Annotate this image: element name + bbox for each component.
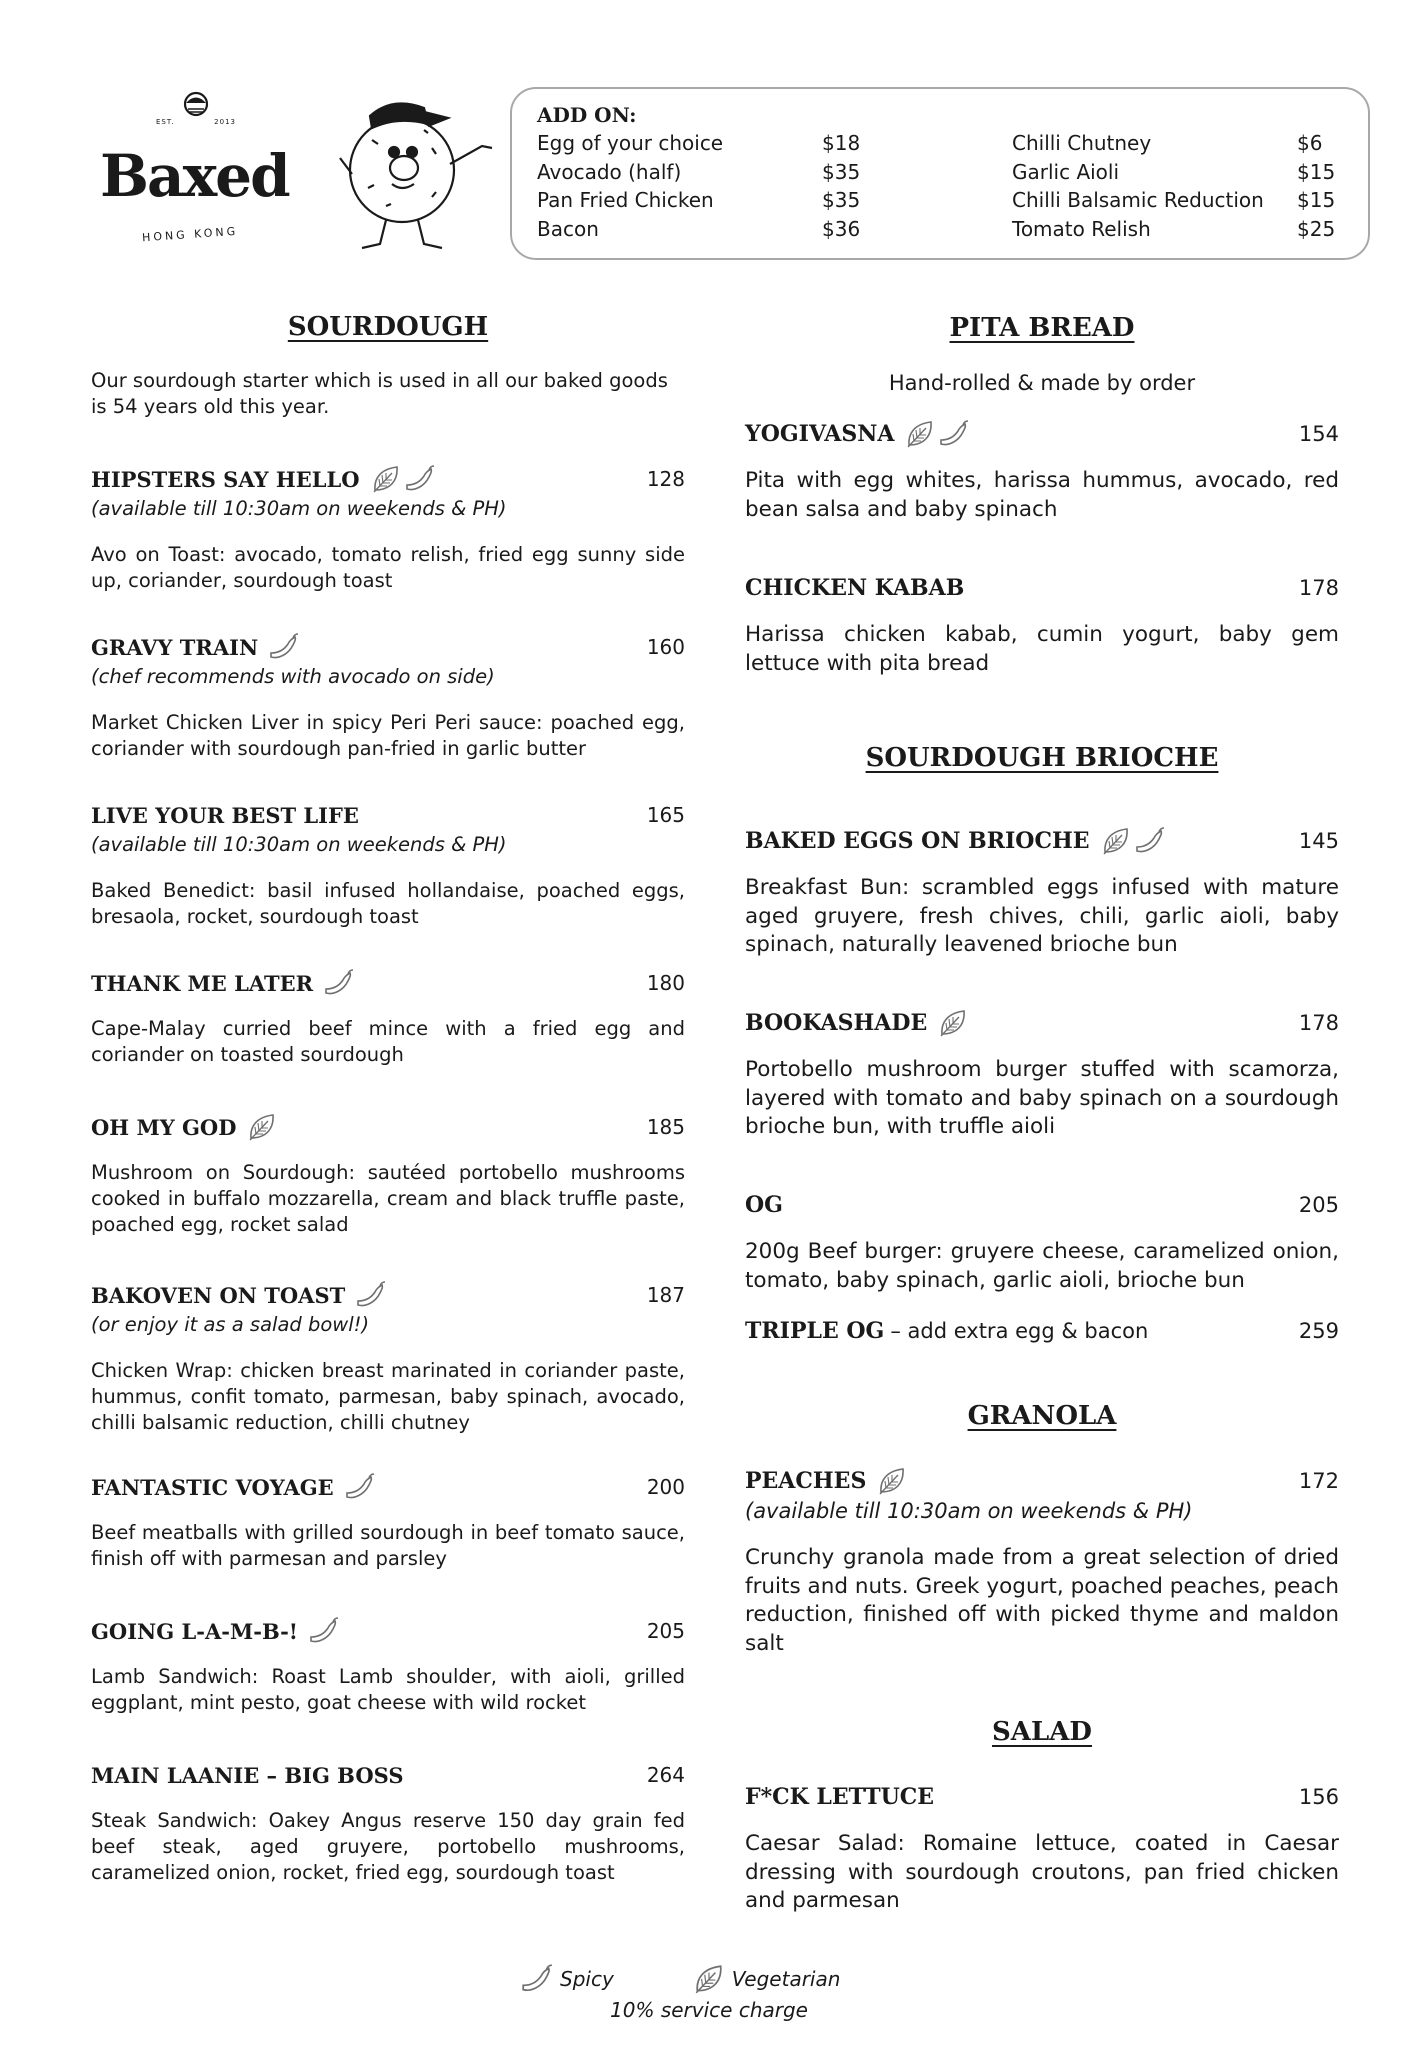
legend-spicy-label: Spicy xyxy=(560,1967,614,1991)
menu-item-header xyxy=(91,1758,685,1792)
menu-item-description: Breakfast Bun: scrambled eggs infused with mature aged gruyere, fresh chives, chili, garlic aioli, baby spinach, naturally leavened brioche bun xyxy=(745,875,1339,957)
add-on-item-price: $18 xyxy=(822,131,861,155)
menu-item-price: 165 xyxy=(646,803,685,827)
add-on-item-name: Tomato Relish xyxy=(1012,216,1151,241)
menu-item-icons xyxy=(344,1471,376,1503)
menu-item-note: (chef recommends with avocado on side) xyxy=(91,665,495,688)
menu-item-price: 200 xyxy=(646,1475,685,1499)
menu-item-description: Beef meatballs with grilled sourdough in beef tomato sauce, finish off with parmesan and parsley xyxy=(91,1521,685,1570)
chilli-icon xyxy=(308,1615,340,1647)
brand-name: Baxed xyxy=(100,142,289,210)
menu-item-icons xyxy=(876,1465,908,1497)
menu-item xyxy=(745,417,1339,524)
add-on-item-price: $35 xyxy=(822,159,861,184)
menu-item-icons xyxy=(355,1279,387,1311)
seal-icon xyxy=(166,88,226,134)
pita-intro: Hand-rolled & made by order xyxy=(888,371,1196,395)
sourdough-intro: Our sourdough starter which is used in all our baked goods is 54 years old this year. xyxy=(91,369,668,418)
menu-item-name: BOOKASHADE xyxy=(745,1010,928,1036)
legend-vegetarian-label: Vegetarian xyxy=(731,1967,841,1991)
est-label: EST. 2013 xyxy=(156,118,236,126)
menu-item xyxy=(745,1188,1339,1295)
menu-item-price: 185 xyxy=(646,1115,685,1139)
add-on-item-name: Egg of your choice xyxy=(537,131,724,155)
menu-item xyxy=(91,966,685,1068)
menu-item-header xyxy=(91,1470,685,1504)
menu-item xyxy=(91,798,685,930)
menu-item-note: (or enjoy it as a salad bowl!) xyxy=(91,1313,370,1336)
menu-item-description: Mushroom on Sourdough: sautéed portobello mushrooms cooked in buffalo mozzarella, cream and black truffle paste, poached egg, rocket salad xyxy=(91,1161,685,1236)
menu-item-price: 128 xyxy=(646,467,685,491)
menu-item-header xyxy=(91,1110,685,1144)
menu-item xyxy=(91,630,685,762)
menu-item-name: CHICKEN KABAB xyxy=(745,575,965,601)
menu-item-header xyxy=(745,1780,1339,1814)
menu-item-price: 178 xyxy=(1298,576,1339,600)
menu-item-header xyxy=(91,966,685,1000)
leaf-icon xyxy=(904,418,936,450)
chilli-icon xyxy=(520,1962,554,1996)
leaf-icon xyxy=(876,1465,908,1497)
menu-item-name: FANTASTIC VOYAGE xyxy=(91,1474,334,1500)
add-on-list xyxy=(537,129,1344,243)
menu-item-description: Lamb Sandwich: Roast Lamb shoulder, with aioli, grilled eggplant, mint pesto, goat cheese with wild rocket xyxy=(91,1665,685,1714)
menu-item-price: 145 xyxy=(1298,829,1339,853)
menu-item-name: BAKED EGGS ON BRIOCHE xyxy=(745,828,1090,854)
menu-item-description: Market Chicken Liver in spicy Peri Peri sauce: poached egg, coriander with sourdough pan-fried in garlic butter xyxy=(91,711,685,760)
add-on-box xyxy=(510,87,1370,260)
menu-item-name: OH MY GOD xyxy=(91,1114,237,1140)
menu-item-description: Baked Benedict: basil infused hollandaise, poached eggs, bresaola, rocket, sourdough toast xyxy=(91,879,685,928)
add-on-item-price: $25 xyxy=(1297,216,1336,241)
menu-item-price: 154 xyxy=(1298,422,1339,446)
section-title-brioche: SOURDOUGH BRIOCHE xyxy=(865,743,1219,773)
menu-item xyxy=(745,571,1339,678)
add-on-item-name: Garlic Aioli xyxy=(1012,159,1120,184)
menu-item-name: LIVE YOUR BEST LIFE xyxy=(91,802,359,828)
brand-city: HONG KONG xyxy=(141,224,239,245)
menu-item-price: 156 xyxy=(1298,1785,1339,1809)
menu-item-description: Caesar Salad: Romaine lettuce, coated in Caesar dressing with sourdough croutons, pan fried chicken and parmesan xyxy=(745,1831,1339,1913)
menu-item-suffix: – add extra egg & bacon xyxy=(890,1319,1149,1343)
menu-item-name: BAKOVEN ON TOAST xyxy=(91,1282,346,1308)
menu-item-description: Avo on Toast: avocado, tomato relish, fried egg sunny side up, coriander, sourdough toast xyxy=(91,543,685,592)
leaf-icon xyxy=(937,1007,969,1039)
icon-legend xyxy=(520,1962,840,1996)
menu-item-header xyxy=(745,1314,1339,1348)
menu-item-icons xyxy=(904,418,970,450)
menu-item xyxy=(745,1464,1339,1658)
add-on-item-name: Bacon xyxy=(537,216,599,241)
menu-item-note: (available till 10:30am on weekends & PH) xyxy=(91,497,507,520)
add-on-title: ADD ON: xyxy=(537,103,637,127)
menu-item-header xyxy=(745,1464,1339,1498)
chilli-icon xyxy=(323,967,355,999)
menu-item-header xyxy=(91,630,685,664)
menu-item-header xyxy=(745,824,1339,858)
section-title-pita: PITA BREAD xyxy=(949,313,1135,343)
menu-item xyxy=(745,1006,1339,1142)
menu-item-icons xyxy=(268,631,300,663)
chilli-icon xyxy=(344,1471,376,1503)
add-on-item-price: $35 xyxy=(822,188,861,212)
menu-item xyxy=(91,1110,685,1238)
add-on-item-price: $36 xyxy=(822,216,861,241)
add-on-item-price: $15 xyxy=(1297,188,1336,212)
menu-item-icons xyxy=(246,1111,278,1143)
legend-spicy xyxy=(520,1962,614,1996)
menu-item-price: 264 xyxy=(646,1763,685,1787)
menu-item-price: 178 xyxy=(1298,1011,1339,1035)
menu-item-header xyxy=(745,1188,1339,1222)
chilli-icon xyxy=(404,463,436,495)
baxed-logo xyxy=(96,88,296,258)
menu-item-description: Steak Sandwich: Oakey Angus reserve 150 day grain fed beef steak, aged gruyere, portobello mushrooms, caramelized onion, rocket, fried egg, sourdough toast xyxy=(91,1809,685,1884)
menu-item-icons xyxy=(370,463,436,495)
menu-item-icons xyxy=(937,1007,969,1039)
leaf-icon xyxy=(692,1962,726,1996)
leaf-icon xyxy=(246,1111,278,1143)
add-on-item-name: Chilli Balsamic Reduction xyxy=(1012,188,1264,212)
menu-item-header xyxy=(745,1006,1339,1040)
add-on-item-price: $6 xyxy=(1297,131,1323,155)
menu-item-description: Harissa chicken kabab, cumin yogurt, baby gem lettuce with pita bread xyxy=(745,622,1339,676)
menu-item-header xyxy=(745,417,1339,451)
menu-item-price: 172 xyxy=(1298,1469,1339,1493)
leaf-icon xyxy=(1100,825,1132,857)
menu-item xyxy=(745,1780,1339,1916)
menu-item-name: F*CK LETTUCE xyxy=(745,1784,935,1810)
menu-item-description: 200g Beef burger: gruyere cheese, caramelized onion, tomato, baby spinach, garlic aioli, brioche bun xyxy=(745,1239,1339,1293)
menu-item-description: Portobello mushroom burger stuffed with scamorza, layered with tomato and baby spinach on a sourdough brioche bun, with truffle aioli xyxy=(745,1057,1339,1139)
menu-item-name: OG xyxy=(745,1192,783,1218)
menu-item-name: MAIN LAANIE – BIG BOSS xyxy=(91,1762,404,1788)
menu-item xyxy=(91,1278,685,1436)
menu-item-note: (available till 10:30am on weekends & PH) xyxy=(91,833,507,856)
add-on-item-name: Pan Fried Chicken xyxy=(537,188,714,212)
menu-item xyxy=(745,824,1339,960)
menu-item-header xyxy=(91,1614,685,1648)
menu-item xyxy=(91,1614,685,1716)
chilli-icon xyxy=(938,418,970,450)
menu-item-name: PEACHES xyxy=(745,1468,867,1494)
menu-item-note: (available till 10:30am on weekends & PH) xyxy=(745,1499,1193,1523)
menu-item-icons xyxy=(1100,825,1166,857)
menu-item-price: 160 xyxy=(646,635,685,659)
menu-item-price: 187 xyxy=(646,1283,685,1307)
menu-item xyxy=(91,1758,685,1886)
bagel-mascot-icon xyxy=(332,88,502,258)
menu-item-price: 205 xyxy=(1298,1193,1339,1217)
add-on-item-name: Avocado (half) xyxy=(537,159,682,184)
service-charge-note: 10% service charge xyxy=(610,1998,808,2022)
chilli-icon xyxy=(1134,825,1166,857)
menu-item-header xyxy=(91,798,685,832)
section-title-granola: GRANOLA xyxy=(967,1401,1117,1431)
menu-item-price: 180 xyxy=(646,971,685,995)
add-on-item-price: $15 xyxy=(1297,159,1336,184)
menu-item-name: HIPSTERS SAY HELLO xyxy=(91,466,360,492)
menu-item-description: Cape-Malay curried beef mince with a fried egg and coriander on toasted sourdough xyxy=(91,1017,685,1066)
leaf-icon xyxy=(370,463,402,495)
menu-item-name: YOGIVASNA xyxy=(745,421,895,447)
chilli-icon xyxy=(268,631,300,663)
menu-item-price: 259 xyxy=(1298,1319,1339,1343)
section-title-sourdough: SOURDOUGH xyxy=(287,312,489,342)
menu-item-name: TRIPLE OG xyxy=(745,1318,885,1344)
menu-item-description: Crunchy granola made from a great selection of dried fruits and nuts. Greek yogurt, poached peaches, peach reduction, finished off with picked thyme and maldon salt xyxy=(745,1545,1339,1656)
add-on-item-name: Chilli Chutney xyxy=(1012,131,1152,155)
menu-item-icons xyxy=(308,1615,340,1647)
section-title-salad: SALAD xyxy=(992,1717,1092,1747)
menu-item-icons xyxy=(323,967,355,999)
menu-item-description: Chicken Wrap: chicken breast marinated in coriander paste, hummus, confit tomato, parmesan, baby spinach, avocado, chilli balsamic reduction, chilli chutney xyxy=(91,1359,685,1434)
menu-item-name: THANK ME LATER xyxy=(91,970,314,996)
menu-item-header xyxy=(745,571,1339,605)
menu-item-header xyxy=(91,462,685,496)
menu-item-name: GRAVY TRAIN xyxy=(91,634,259,660)
menu-item xyxy=(91,462,685,594)
legend-vegetarian xyxy=(692,1962,841,1996)
menu-item-price: 205 xyxy=(646,1619,685,1643)
menu-item xyxy=(745,1314,1339,1348)
chilli-icon xyxy=(355,1279,387,1311)
menu-item xyxy=(91,1470,685,1572)
menu-item-description: Pita with egg whites, harissa hummus, avocado, red bean salsa and baby spinach xyxy=(745,468,1339,522)
menu-item-header xyxy=(91,1278,685,1312)
menu-item-name: GOING L-A-M-B-! xyxy=(91,1618,299,1644)
